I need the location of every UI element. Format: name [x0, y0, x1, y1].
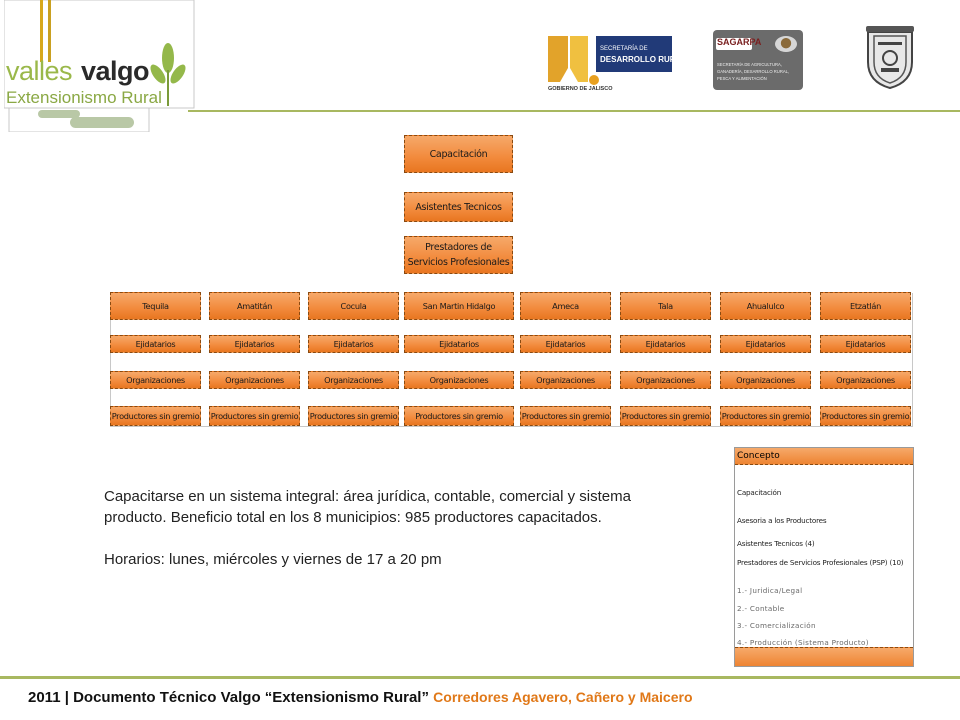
concept-item-produccion: 4.- Producción (Sistema Producto) [737, 638, 869, 647]
sagarpa-logo [713, 30, 803, 90]
org-municipality-box: Tequila [110, 292, 201, 320]
jalisco-logo [548, 28, 687, 102]
org-productores-box: Productores sin gremio [820, 406, 911, 426]
concept-item-capacitacion: Capacitación [737, 488, 782, 497]
org-productores-box: Productores sin gremio [720, 406, 811, 426]
sagarpa-line2: GANADERÍA, DESARROLLO RURAL, [717, 69, 790, 74]
org-municipality-box: San Martin Hidalgo [404, 292, 514, 320]
concept-item-asistentes: Asistentes Tecnicos (4) [737, 539, 815, 548]
org-organizaciones-box: Organizaciones [404, 371, 514, 389]
org-organizaciones-box: Organizaciones [620, 371, 711, 389]
org-municipality-box: Etzatlán [820, 292, 911, 320]
logo-word-valgo: valgo [81, 56, 150, 86]
org-municipality-box: Tala [620, 292, 711, 320]
org-ejidatarios-box: Ejidatarios [820, 335, 911, 353]
org-productores-box: Productores sin gremio [620, 406, 711, 426]
org-organizaciones-box: Organizaciones [520, 371, 611, 389]
concept-item-psp: Prestadores de Servicios Profesionales (PSP) (10) [737, 558, 904, 567]
org-frame-bottom [110, 426, 913, 427]
concept-item-juridica: 1.- Juridica/Legal [737, 586, 803, 595]
jalisco-line2: DESARROLLO RURAL [600, 55, 687, 64]
org-ejidatarios-box: Ejidatarios [308, 335, 399, 353]
concept-header: Concepto [735, 448, 913, 465]
footer-accent: Corredores Agavero, Cañero y Maicero [433, 689, 693, 705]
org-ejidatarios-box: Ejidatarios [110, 335, 201, 353]
valles-valgo-logo [4, 0, 196, 132]
org-ejidatarios-box: Ejidatarios [520, 335, 611, 353]
org-productores-box: Productores sin gremio [110, 406, 201, 426]
sagarpa-line1: SECRETARÍA DE AGRICULTURA, [717, 62, 782, 67]
logo-tagline: Extensionismo Rural [6, 88, 162, 107]
footer-text [28, 689, 693, 706]
org-ejidatarios-box: Ejidatarios [620, 335, 711, 353]
footer-rule [0, 676, 960, 679]
description-block [104, 486, 664, 570]
mexico-eagle-icon [775, 36, 797, 52]
logo-word-valles: valles [6, 56, 73, 86]
header-rule [188, 110, 960, 112]
org-organizaciones-box: Organizaciones [720, 371, 811, 389]
org-ejidatarios-box: Ejidatarios [209, 335, 300, 353]
concept-item-comercializacion: 3.- Comercialización [737, 621, 816, 630]
org-municipality-box: Amatitán [209, 292, 300, 320]
org-productores-box: Productores sin gremio [404, 406, 514, 426]
org-organizaciones-box: Organizaciones [820, 371, 911, 389]
org-frame-right [912, 293, 913, 426]
org-ejidatarios-box: Ejidatarios [404, 335, 514, 353]
sagarpa-line3: PESCA Y ALIMENTACIÓN [717, 76, 767, 81]
concept-table [734, 447, 914, 667]
jalisco-line1: SECRETARÍA DE [600, 46, 648, 52]
university-seal-icon [864, 26, 916, 90]
org-organizaciones-box: Organizaciones [308, 371, 399, 389]
org-organizaciones-box: Organizaciones [209, 371, 300, 389]
org-municipality-box: Ahualulco [720, 292, 811, 320]
concept-footer-bar [735, 647, 913, 666]
org-organizaciones-box: Organizaciones [110, 371, 201, 389]
org-municipality-box: Cocula [308, 292, 399, 320]
sagarpa-title-text: SAGARPA [717, 37, 762, 47]
org-frame-left [110, 293, 111, 426]
description-paragraph: Capacitarse en un sistema integral: área jurídica, contable, comercial y sistema producto. Beneficio total en los 8 municipios: 985 productores capacitados. [104, 488, 631, 526]
footer-main: 2011 | Documento Técnico Valgo “Extensionismo Rural” [28, 689, 429, 706]
concept-item-asesoria: Asesoria a los Productores [737, 516, 827, 525]
org-top-asistentes: Asistentes Tecnicos [404, 192, 513, 222]
jalisco-sub: GOBIERNO DE JALISCO [548, 86, 613, 92]
concept-item-contable: 2.- Contable [737, 604, 785, 613]
org-productores-box: Productores sin gremio [308, 406, 399, 426]
org-top-capacitacion: Capacitación [404, 135, 513, 173]
org-ejidatarios-box: Ejidatarios [720, 335, 811, 353]
org-municipality-box: Ameca [520, 292, 611, 320]
org-productores-box: Productores sin gremio [209, 406, 300, 426]
schedule-text: Horarios: lunes, miércoles y viernes de 17 a 20 pm [104, 551, 442, 568]
org-top-prestadores: Prestadores de Servicios Profesionales [404, 236, 513, 274]
org-productores-box: Productores sin gremio [520, 406, 611, 426]
